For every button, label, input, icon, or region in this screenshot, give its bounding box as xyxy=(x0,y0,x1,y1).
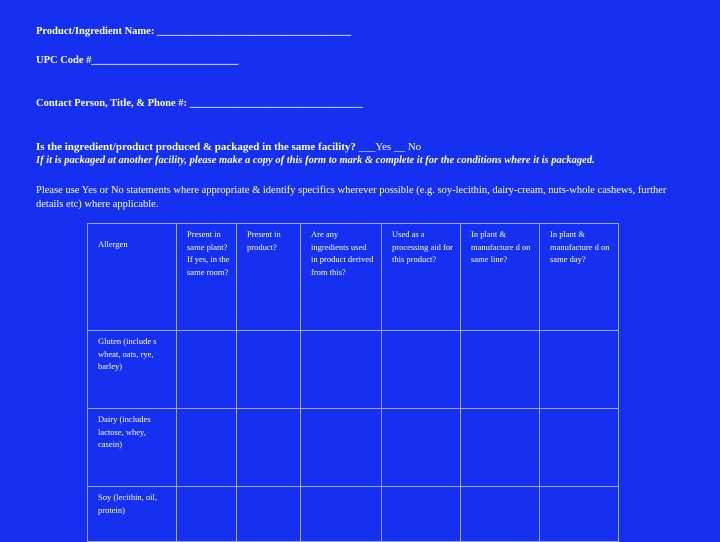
answer-cell[interactable] xyxy=(382,331,461,409)
answer-cell[interactable] xyxy=(301,487,382,542)
answer-cell[interactable] xyxy=(540,409,619,487)
header-same-day: In plant & manufacture d on same day? xyxy=(540,224,619,331)
answer-cell[interactable] xyxy=(301,331,382,409)
answer-cell[interactable] xyxy=(237,487,301,542)
answer-cell[interactable] xyxy=(461,487,540,542)
answer-cell[interactable] xyxy=(237,409,301,487)
answer-cell[interactable] xyxy=(540,487,619,542)
header-present-in-plant: Present in same plant? If yes, in the same room? xyxy=(177,224,237,331)
header-allergen: Allergen xyxy=(88,224,177,331)
table-header-row xyxy=(88,224,619,331)
answer-cell[interactable] xyxy=(382,487,461,542)
answer-cell[interactable] xyxy=(177,487,237,542)
allergen-gluten: Gluten (include s wheat, oats, rye, barley) xyxy=(88,331,177,409)
table-row xyxy=(88,409,619,487)
header-processing-aid: Used as a processing aid for this product? xyxy=(382,224,461,331)
table-row xyxy=(88,487,619,542)
facility-question xyxy=(36,141,421,153)
answer-cell[interactable] xyxy=(461,331,540,409)
answer-cell[interactable] xyxy=(237,331,301,409)
upc-code-field[interactable]: UPC Code #____________________________ xyxy=(36,55,239,66)
answer-cell[interactable] xyxy=(301,409,382,487)
instructions-text: Please use Yes or No statements where appropriate & identify specifics wherever possible (e.g. soy-lecithin, dairy-cream, nuts-whole cashews, further details etc) where applicable. xyxy=(36,185,667,210)
header-present-in-product: Present in product? xyxy=(237,224,301,331)
answer-cell[interactable] xyxy=(382,409,461,487)
table-row xyxy=(88,331,619,409)
header-same-line: In plant & manufacture d on same line? xyxy=(461,224,540,331)
facility-options[interactable]: ___Yes __ No xyxy=(355,141,422,153)
packaged-note: If it is packaged at another facility, please make a copy of this form to mark & complete it for the conditions where it is packaged. xyxy=(36,155,595,166)
facility-question-text: Is the ingredient/product produced & packaged in the same facility? xyxy=(36,141,356,153)
allergen-dairy: Dairy (includes lactose, whey, casein) xyxy=(88,409,177,487)
allergen-table xyxy=(87,223,619,542)
answer-cell[interactable] xyxy=(461,409,540,487)
product-name-field[interactable]: Product/Ingredient Name: _____________________________________ xyxy=(36,26,352,37)
contact-field[interactable]: Contact Person, Title, & Phone #: _________________________________ xyxy=(36,98,363,109)
header-derived-ingredients: Are any ingredients used in product derived from this? xyxy=(301,224,382,331)
answer-cell[interactable] xyxy=(177,331,237,409)
allergen-soy: Soy (lecithin, oil, protein) xyxy=(88,487,177,542)
answer-cell[interactable] xyxy=(540,331,619,409)
answer-cell[interactable] xyxy=(177,409,237,487)
